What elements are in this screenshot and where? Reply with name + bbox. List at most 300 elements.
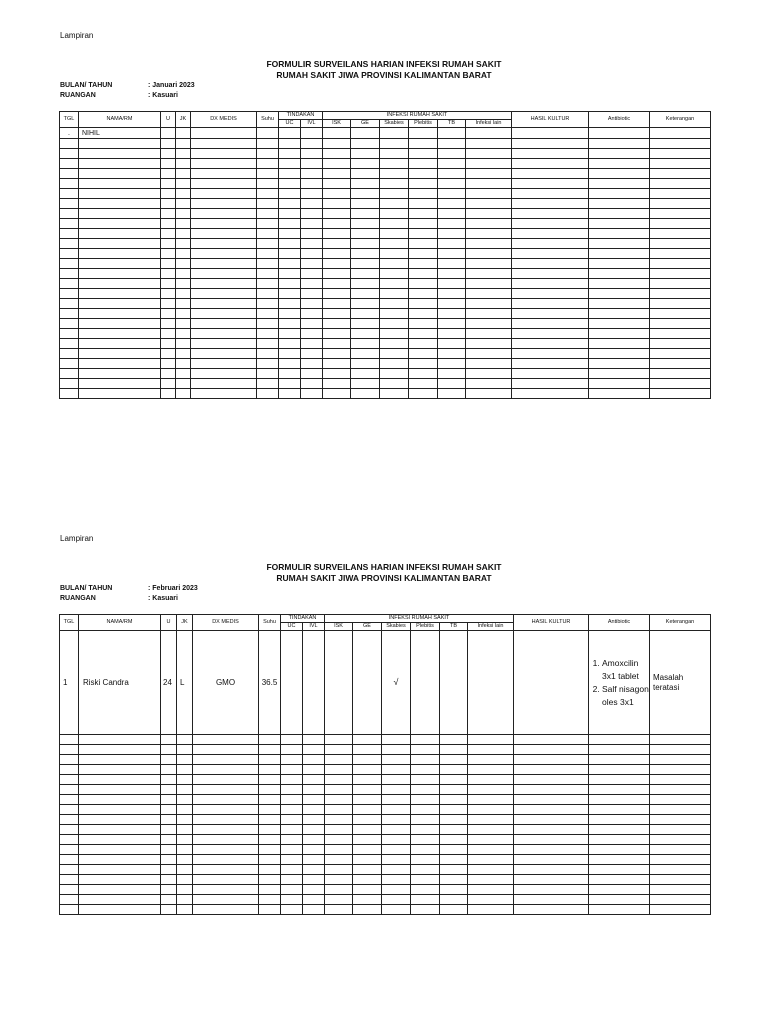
cell-jk: L (177, 631, 193, 735)
cell-empty (177, 745, 193, 755)
cell-empty (259, 875, 281, 885)
cell-empty (380, 209, 409, 219)
cell-empty (353, 895, 382, 905)
cell-empty (193, 905, 259, 915)
cell-empty (161, 905, 177, 915)
header-isk: ISK (325, 623, 353, 631)
cell-empty (325, 765, 353, 775)
cell-empty (650, 885, 711, 895)
cell-empty (279, 369, 301, 379)
header-hasil-kultur: HASIL KULTUR (514, 615, 589, 631)
header-uc: UC (279, 120, 301, 128)
cell-empty (438, 199, 466, 209)
cell-empty (301, 389, 323, 399)
cell-empty (257, 379, 279, 389)
cell-empty (161, 855, 177, 865)
header-nama: NAMA/RM (79, 615, 161, 631)
cell-empty (438, 249, 466, 259)
cell-empty (279, 169, 301, 179)
cell-empty (79, 775, 161, 785)
cell-empty (161, 755, 177, 765)
cell-empty (512, 319, 589, 329)
header-tb: TB (438, 120, 466, 128)
cell-empty (60, 745, 79, 755)
cell-empty (301, 229, 323, 239)
cell-empty (409, 249, 438, 259)
cell-empty (589, 289, 650, 299)
header-infeksi: INFEKSI RUMAH SAKIT (325, 615, 514, 623)
cell-empty (650, 279, 711, 289)
cell-empty (191, 189, 257, 199)
cell-empty (79, 815, 161, 825)
cell-empty (79, 149, 161, 159)
cell-empty (303, 865, 325, 875)
cell-empty (303, 631, 325, 735)
cell-empty (650, 249, 711, 259)
cell-empty (257, 369, 279, 379)
cell-empty (161, 785, 177, 795)
cell-empty (161, 805, 177, 815)
cell-empty (279, 269, 301, 279)
cell-empty (351, 169, 380, 179)
cell-empty (468, 895, 514, 905)
cell-empty (259, 815, 281, 825)
cell-empty (325, 885, 353, 895)
cell-empty (176, 359, 191, 369)
cell-empty (301, 199, 323, 209)
cell-empty (351, 199, 380, 209)
cell-empty (79, 735, 161, 745)
cell-empty (382, 785, 411, 795)
cell-empty (468, 755, 514, 765)
cell-empty (60, 735, 79, 745)
cell-empty (60, 219, 79, 229)
cell-empty (301, 189, 323, 199)
cell-empty (650, 289, 711, 299)
table-row (60, 199, 711, 209)
bulan-label: BULAN/ TAHUN (60, 585, 113, 592)
cell-empty (438, 359, 466, 369)
cell-empty (589, 785, 650, 795)
cell-empty (589, 159, 650, 169)
cell-empty (351, 179, 380, 189)
table-row (60, 128, 711, 139)
cell-empty (512, 128, 589, 139)
cell-empty (161, 199, 176, 209)
cell-empty (279, 309, 301, 319)
cell-empty (323, 139, 351, 149)
cell-empty (323, 179, 351, 189)
cell-empty (161, 825, 177, 835)
cell-empty (380, 289, 409, 299)
cell-empty (351, 219, 380, 229)
cell-empty (438, 128, 466, 139)
cell-empty (79, 765, 161, 775)
cell-empty (409, 369, 438, 379)
cell-empty (466, 209, 512, 219)
cell-empty (351, 189, 380, 199)
cell-empty (411, 835, 440, 845)
cell-empty (79, 339, 161, 349)
cell-empty (176, 209, 191, 219)
table-row (60, 805, 711, 815)
cell-empty (409, 379, 438, 389)
cell-empty (380, 259, 409, 269)
cell-empty (161, 269, 176, 279)
cell-empty (466, 319, 512, 329)
cell-empty (468, 875, 514, 885)
cell-empty (281, 905, 303, 915)
cell-empty (440, 905, 468, 915)
cell-empty (353, 835, 382, 845)
cell-empty (161, 875, 177, 885)
cell-empty (468, 775, 514, 785)
cell-empty (79, 349, 161, 359)
cell-empty (440, 875, 468, 885)
cell-empty (380, 189, 409, 199)
cell-empty (161, 259, 176, 269)
cell-empty (279, 189, 301, 199)
cell-empty (650, 369, 711, 379)
cell-empty (438, 329, 466, 339)
cell-empty (191, 299, 257, 309)
table-row (60, 895, 711, 905)
cell-empty (176, 349, 191, 359)
cell-empty (161, 128, 176, 139)
cell-empty (193, 895, 259, 905)
cell-empty (303, 845, 325, 855)
cell-empty (281, 805, 303, 815)
cell-empty (380, 309, 409, 319)
cell-empty (438, 349, 466, 359)
cell-empty (323, 279, 351, 289)
cell-empty (193, 805, 259, 815)
cell-empty (257, 199, 279, 209)
header-u: U (161, 615, 177, 631)
cell-empty (353, 885, 382, 895)
cell-empty (79, 905, 161, 915)
cell-empty (468, 885, 514, 895)
cell-empty (380, 379, 409, 389)
cell-empty (257, 359, 279, 369)
table-row (60, 219, 711, 229)
cell-empty (468, 865, 514, 875)
cell-empty (60, 349, 79, 359)
cell-empty (468, 905, 514, 915)
cell-empty (177, 865, 193, 875)
cell-empty (382, 745, 411, 755)
cell-empty (650, 815, 711, 825)
cell-empty (191, 269, 257, 279)
cell-empty (351, 369, 380, 379)
cell-empty (650, 329, 711, 339)
cell-empty (650, 319, 711, 329)
cell-empty (257, 179, 279, 189)
cell-empty (177, 885, 193, 895)
cell-empty (438, 319, 466, 329)
cell-empty (259, 895, 281, 905)
cell-empty (259, 825, 281, 835)
header-ivl: IVL (303, 623, 325, 631)
cell-empty (161, 339, 176, 349)
cell-empty (193, 855, 259, 865)
cell-empty (60, 339, 79, 349)
cell-empty (514, 845, 589, 855)
cell-empty (411, 885, 440, 895)
cell-empty (279, 349, 301, 359)
cell-empty (382, 845, 411, 855)
cell-empty (512, 349, 589, 359)
cell-empty (323, 359, 351, 369)
table-row (60, 825, 711, 835)
cell-empty (351, 339, 380, 349)
table-row (60, 389, 711, 399)
cell-empty (60, 785, 79, 795)
cell-empty (468, 631, 514, 735)
cell-empty (323, 159, 351, 169)
cell-empty (650, 745, 711, 755)
cell-empty (257, 389, 279, 399)
table-row (60, 269, 711, 279)
antibiotic-list (589, 657, 649, 709)
table-row (60, 309, 711, 319)
cell-empty (512, 369, 589, 379)
cell-empty (301, 128, 323, 139)
cell-empty (193, 795, 259, 805)
cell-empty (650, 765, 711, 775)
cell-empty (60, 319, 79, 329)
cell-empty (325, 795, 353, 805)
cell-empty (176, 379, 191, 389)
cell-empty (191, 239, 257, 249)
cell-empty (257, 309, 279, 319)
cell-dx-medis: GMO (193, 631, 259, 735)
cell-empty (60, 359, 79, 369)
cell-empty (193, 825, 259, 835)
cell-empty (323, 189, 351, 199)
cell-empty (514, 835, 589, 845)
table-row (60, 815, 711, 825)
cell-empty (325, 905, 353, 915)
header-keterangan: Keterangan (650, 112, 711, 128)
cell-empty (512, 149, 589, 159)
cell-empty (466, 219, 512, 229)
cell-empty (382, 825, 411, 835)
cell-empty (193, 755, 259, 765)
ruangan-label: RUANGAN (60, 92, 96, 99)
cell-empty (353, 825, 382, 835)
table-row (60, 249, 711, 259)
cell-empty (303, 745, 325, 755)
cell-empty (351, 329, 380, 339)
cell-empty (411, 895, 440, 905)
cell-empty (589, 875, 650, 885)
cell-empty (411, 765, 440, 775)
cell-empty (323, 239, 351, 249)
cell-empty (325, 825, 353, 835)
cell-empty (409, 299, 438, 309)
cell-empty (60, 845, 79, 855)
cell-empty (257, 299, 279, 309)
cell-empty (512, 389, 589, 399)
cell-empty (589, 865, 650, 875)
cell-empty (466, 249, 512, 259)
cell-empty (411, 855, 440, 865)
cell-empty (191, 359, 257, 369)
header-dx-medis: DX MEDIS (193, 615, 259, 631)
cell-empty (382, 835, 411, 845)
cell-empty (279, 249, 301, 259)
cell-empty (323, 229, 351, 239)
cell-empty (191, 349, 257, 359)
title-line-2: RUMAH SAKIT JIWA PROVINSI KALIMANTAN BARAT (276, 573, 492, 583)
cell-empty (79, 159, 161, 169)
cell-empty (301, 329, 323, 339)
cell-empty (353, 785, 382, 795)
cell-empty (438, 269, 466, 279)
cell-empty (60, 189, 79, 199)
cell-empty (382, 765, 411, 775)
cell-empty (440, 825, 468, 835)
cell-empty (382, 885, 411, 895)
header-ivl: IVL (301, 120, 323, 128)
cell-empty (191, 369, 257, 379)
cell-empty (353, 875, 382, 885)
cell-empty (512, 179, 589, 189)
cell-empty (514, 745, 589, 755)
cell-empty (257, 319, 279, 329)
cell-empty (589, 389, 650, 399)
cell-empty (589, 349, 650, 359)
cell-empty (650, 835, 711, 845)
cell-empty (589, 279, 650, 289)
header-jk: JK (176, 112, 191, 128)
cell-empty (176, 279, 191, 289)
cell-empty (466, 389, 512, 399)
table-row (60, 369, 711, 379)
header-infeksi: INFEKSI RUMAH SAKIT (323, 112, 512, 120)
cell-empty (301, 269, 323, 279)
cell-empty (60, 299, 79, 309)
table-row (60, 209, 711, 219)
ruangan-value: : Kasuari (148, 595, 178, 602)
cell-empty (259, 785, 281, 795)
cell-empty (468, 845, 514, 855)
table-row (60, 139, 711, 149)
cell-empty (411, 755, 440, 765)
cell-empty (257, 229, 279, 239)
cell-empty (191, 389, 257, 399)
cell-empty (281, 775, 303, 785)
cell-empty (176, 189, 191, 199)
cell-empty (303, 835, 325, 845)
cell-empty (650, 149, 711, 159)
cell-empty (351, 279, 380, 289)
cell-nama: NIHIL (79, 128, 161, 139)
cell-empty (650, 199, 711, 209)
table-row (60, 875, 711, 885)
cell-empty (353, 765, 382, 775)
cell-empty (351, 309, 380, 319)
cell-empty (589, 735, 650, 745)
cell-empty (301, 299, 323, 309)
cell-empty (325, 631, 353, 735)
cell-empty (79, 795, 161, 805)
cell-empty (191, 219, 257, 229)
cell-empty (512, 189, 589, 199)
cell-empty (79, 239, 161, 249)
lampiran-label: Lampiran (60, 534, 94, 543)
cell-empty (382, 755, 411, 765)
cell-empty (589, 139, 650, 149)
cell-empty (512, 169, 589, 179)
cell-empty (279, 289, 301, 299)
cell-empty (259, 775, 281, 785)
cell-empty (325, 755, 353, 765)
cell-empty (279, 299, 301, 309)
cell-empty (60, 865, 79, 875)
table-row (60, 735, 711, 745)
cell-empty (60, 835, 79, 845)
cell-empty (380, 299, 409, 309)
cell-empty (589, 259, 650, 269)
cell-empty (589, 379, 650, 389)
cell-empty (60, 875, 79, 885)
cell-empty (409, 389, 438, 399)
cell-empty (466, 159, 512, 169)
cell-empty (409, 269, 438, 279)
cell-empty (301, 359, 323, 369)
table-row (60, 339, 711, 349)
cell-empty (380, 159, 409, 169)
cell-skabies-check: √ (382, 631, 411, 735)
table-row (60, 359, 711, 369)
form-title (0, 59, 768, 81)
cell-empty (176, 289, 191, 299)
cell-empty (79, 865, 161, 875)
cell-empty (382, 815, 411, 825)
cell-empty (589, 169, 650, 179)
cell-keterangan (650, 631, 711, 735)
cell-empty (380, 169, 409, 179)
cell-empty (79, 885, 161, 895)
cell-empty (79, 229, 161, 239)
cell-empty (512, 139, 589, 149)
cell-empty (281, 885, 303, 895)
cell-empty (589, 765, 650, 775)
cell-empty (468, 855, 514, 865)
cell-empty (257, 219, 279, 229)
cell-empty (281, 875, 303, 885)
cell-empty (79, 269, 161, 279)
cell-empty (512, 209, 589, 219)
table-row (60, 745, 711, 755)
cell-empty (191, 289, 257, 299)
cell-empty (79, 895, 161, 905)
cell-empty (589, 855, 650, 865)
header-antibiotic: Antibiotic (589, 615, 650, 631)
cell-empty (468, 735, 514, 745)
cell-empty (281, 745, 303, 755)
cell-empty (177, 815, 193, 825)
cell-empty (323, 339, 351, 349)
cell-empty (466, 289, 512, 299)
cell-empty (281, 785, 303, 795)
cell-empty (301, 209, 323, 219)
cell-empty (257, 339, 279, 349)
cell-empty (589, 179, 650, 189)
cell-empty (303, 775, 325, 785)
